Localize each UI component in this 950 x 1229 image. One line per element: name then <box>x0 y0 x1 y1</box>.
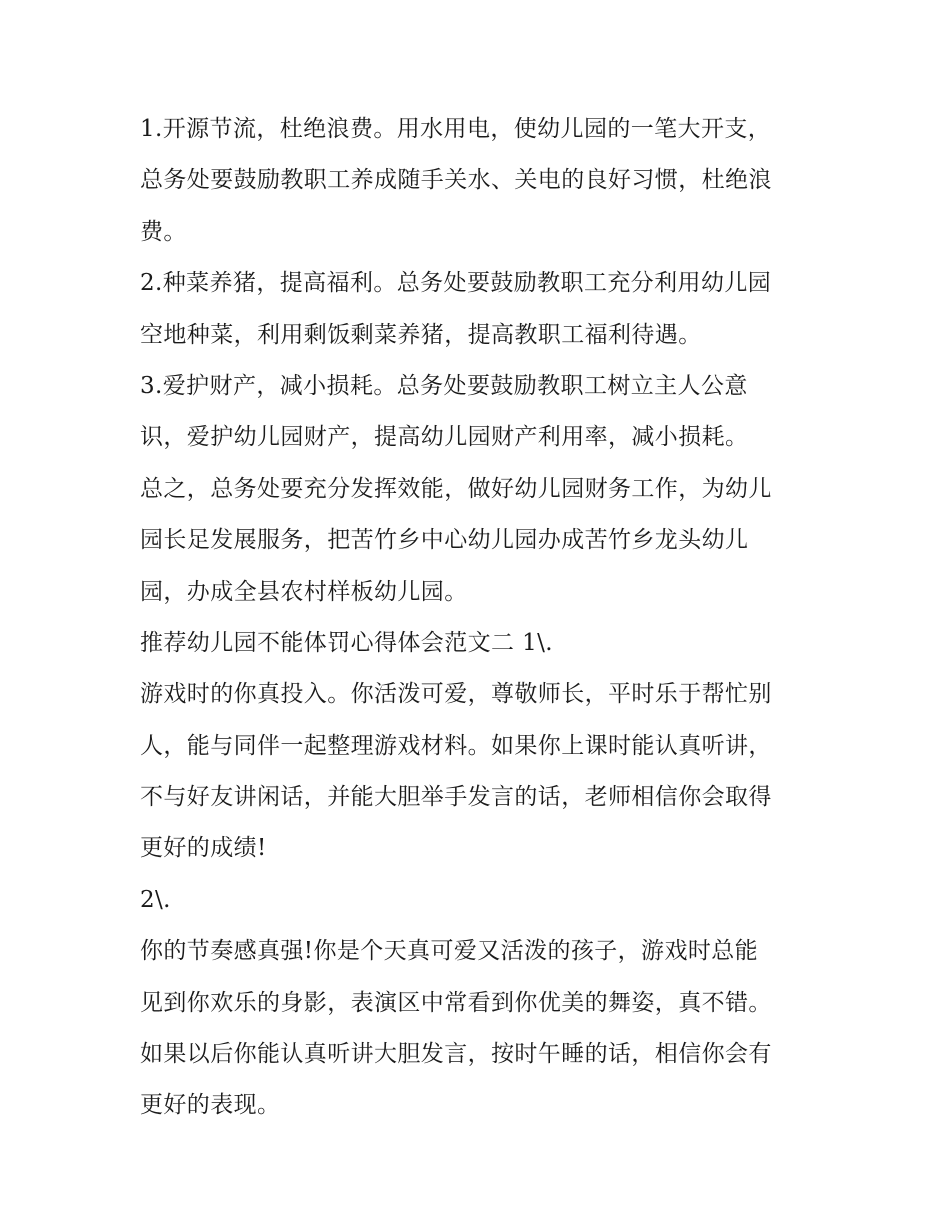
section-heading: 推荐幼儿园不能体罚心得体会范文二 1\. <box>140 629 554 656</box>
text-line: 空地种菜，利用剩饭剩菜养猪，提高教职工福利待遇。 <box>140 321 702 348</box>
document-body <box>140 104 820 1132</box>
text-line: 1.开源节流，杜绝浪费。用水用电，使幼儿园的一笔大开支， <box>140 116 772 142</box>
text-line: 识，爱护幼儿园财产，提高幼儿园财产利用率，减小损耗。 <box>140 424 749 451</box>
text-line: 人，能与同伴一起整理游戏材料。如果你上课时能认真听讲， <box>140 732 772 759</box>
text-line: 费。 <box>140 218 187 245</box>
text-line: 如果以后你能认真听讲大胆发言，按时午睡的话，相信你会有 <box>140 1041 772 1068</box>
text-line: 园长足发展服务，把苦竹乡中心幼儿园办成苦竹乡龙头幼儿 <box>140 527 749 554</box>
text-line: 园，办成全县农村样板幼儿园。 <box>140 578 468 605</box>
item-number: 2\. <box>140 886 171 913</box>
text-line: 更好的成绩! <box>140 835 267 862</box>
text-line: 见到你欢乐的身影，表演区中常看到你优美的舞姿，真不错。 <box>140 989 772 1016</box>
text-line: 总之，总务处要充分发挥效能，做好幼儿园财务工作，为幼儿 <box>140 475 772 502</box>
text-line: 总务处要鼓励教职工养成随手关水、关电的良好习惯，杜绝浪 <box>140 167 772 194</box>
text-line: 更好的表现。 <box>140 1092 281 1119</box>
text-line: 游戏时的你真投入。你活泼可爱，尊敬师长，平时乐于帮忙别 <box>140 681 772 708</box>
text-line: 不与好友讲闲话，并能大胆举手发言的话，老师相信你会取得 <box>140 784 772 811</box>
text-line: 2.种菜养猪，提高福利。总务处要鼓励教职工充分利用幼儿园 <box>140 270 772 297</box>
text-line: 你的节奏感真强!你是个天真可爱又活泼的孩子，游戏时总能 <box>140 938 759 965</box>
text-line: 3.爱护财产，减小损耗。总务处要鼓励教职工树立主人公意 <box>140 372 748 399</box>
